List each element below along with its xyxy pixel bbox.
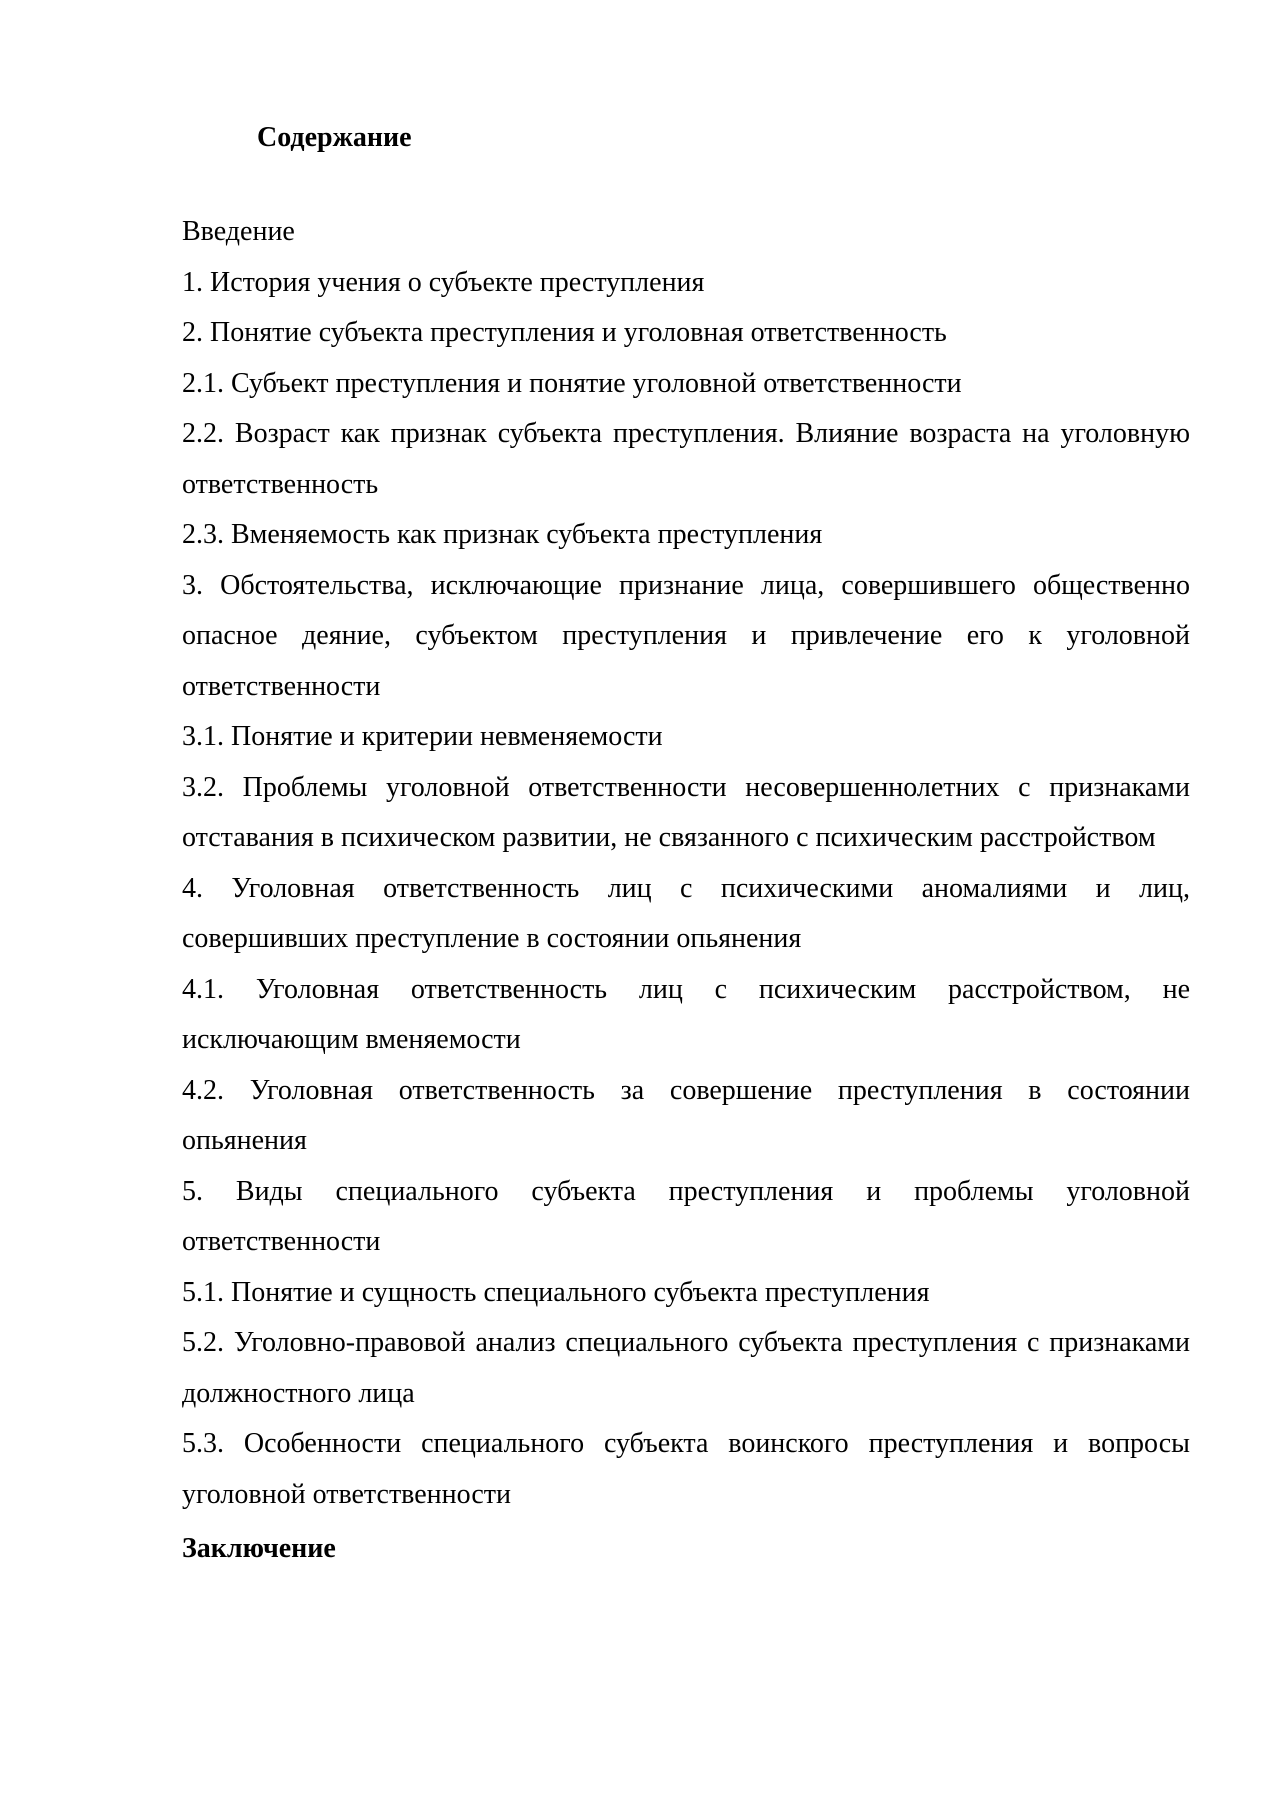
toc-entry: 3.1. Понятие и критерии невменяемости xyxy=(182,721,663,752)
toc-entry: 5.1. Понятие и сущность специального субъекта преступления xyxy=(182,1276,930,1308)
toc-entry: 2.2. Возраст как признак субъекта преступления. Влияние возраста на уголовную ответственность xyxy=(182,418,1190,500)
toc-entry: 2. Понятие субъекта преступления и уголовная ответственность xyxy=(182,317,947,348)
toc-entry: Введение xyxy=(182,216,295,247)
toc-entry: 5. Виды специального субъекта преступления и проблемы уголовной ответственности xyxy=(182,1175,1190,1257)
toc-entry: 3. Обстоятельства, исключающие признание лица, совершившего общественно опасное деяние, субъектом преступления и привлечение его к уголовной ответственности xyxy=(182,569,1190,702)
toc-entry: 1. История учения о субъекте преступления xyxy=(182,266,705,298)
table-of-contents xyxy=(182,207,1190,1575)
toc-entry: 4. Уголовная ответственность лиц с психическими аномалиями и лиц, совершивших преступление в состоянии опьянения xyxy=(182,872,1190,954)
toc-entry: 5.3. Особенности специального субъекта воинского преступления и вопросы уголовной ответственности xyxy=(182,1428,1190,1510)
toc-entry: 2.1. Субъект преступления и понятие уголовной ответственности xyxy=(182,367,962,399)
toc-entry: 4.2. Уголовная ответственность за совершение преступления в состоянии опьянения xyxy=(182,1074,1190,1156)
toc-entry: 2.3. Вменяемость как признак субъекта преступления xyxy=(182,519,823,550)
toc-entry: 3.2. Проблемы уголовной ответственности несовершеннолетних с признаками отставания в психическом развитии, не связанного с психическим расстройством xyxy=(182,771,1190,853)
toc-entry: 4.1. Уголовная ответственность лиц с психическим расстройством, не исключающим вменяемости xyxy=(182,973,1190,1055)
toc-entry: 5.2. Уголовно-правовой анализ специального субъекта преступления с признаками должностного лица xyxy=(182,1327,1190,1409)
page-title: Содержание xyxy=(257,122,412,153)
toc-entry: Заключение xyxy=(182,1533,336,1564)
